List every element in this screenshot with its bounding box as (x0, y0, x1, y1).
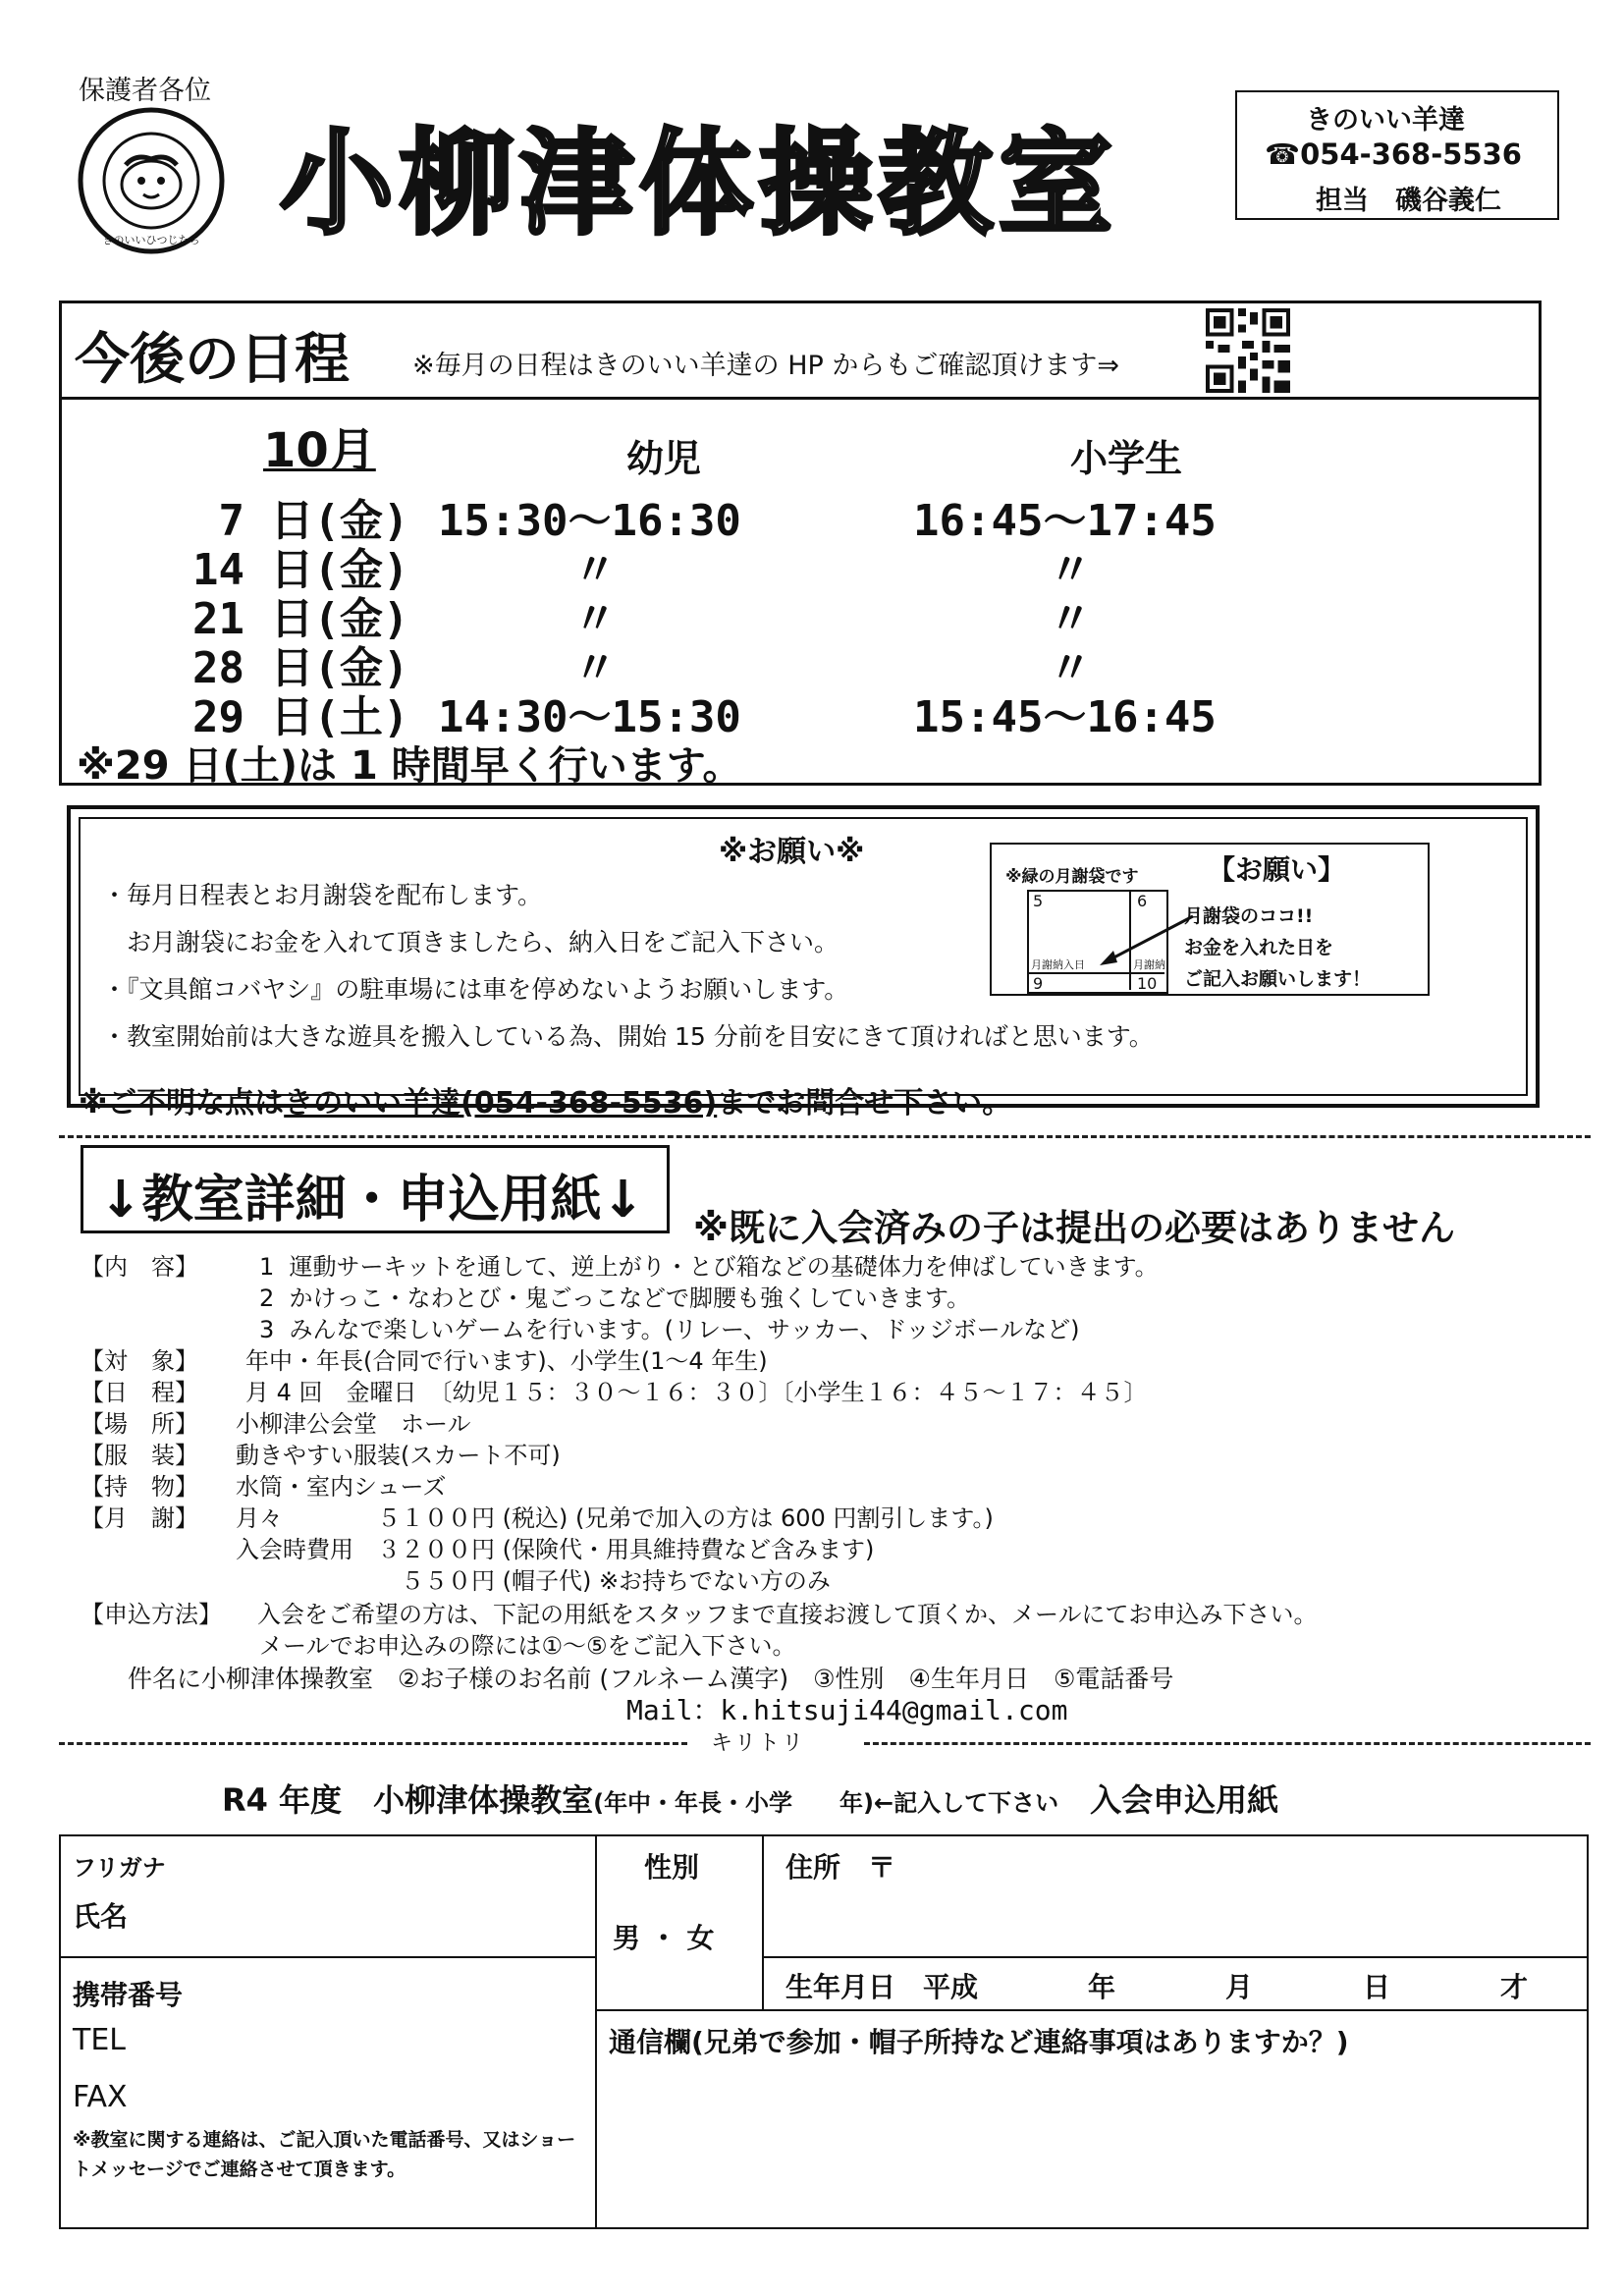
fax-label: FAX (73, 2080, 128, 2114)
details-text: 1 運動サーキットを通して、逆上がり・とび箱などの基礎体力を伸ばしていきます。 (236, 1253, 1159, 1281)
schedule-date: 7 日(金) (192, 496, 409, 546)
img-cell: 9 (1033, 974, 1044, 993)
details-text: 水筒・室内シューズ (236, 1473, 447, 1501)
request-heading: ※お願い※ (719, 835, 865, 869)
form-hline (595, 2009, 1589, 2011)
col-kids-header: 幼児 (626, 437, 702, 480)
img-cell: 5 (1033, 892, 1044, 910)
contact-phone: ☎054-368-5536 (1265, 137, 1522, 171)
schedule-month: 10月 (263, 423, 376, 478)
contact-box (1235, 90, 1559, 220)
qr-code-icon (1206, 308, 1290, 393)
separator (59, 1135, 1591, 1138)
img-label: 月謝納入日 (1031, 958, 1085, 971)
request-line: ・『文具館コバヤシ』の駐車場には車を停めないようお願いします。 (102, 975, 849, 1004)
schedule-heading: 今後の日程 (75, 328, 350, 392)
img-line: 月謝袋のココ!! (1184, 905, 1314, 927)
address-label: 住所 〒 (785, 1851, 896, 1884)
tel-field[interactable] (137, 2019, 589, 2058)
comm-field[interactable] (609, 2062, 1581, 2223)
details-label: 【持 物】 (81, 1473, 198, 1501)
form-title: 入会申込用紙 (1090, 1781, 1279, 1819)
details-label: 【内 容】 (81, 1253, 198, 1281)
mail-address[interactable]: Mail：k.hitsuji44@gmail.com (626, 1694, 1068, 1726)
mail-items: 件名に小柳津体操教室 ②お子様のお名前 (フルネーム漢字) ③性別 ④生年月日 ⑤電話番号 (128, 1665, 1174, 1693)
contact-note-suffix: までお問合せ下さい。 (717, 1086, 1012, 1121)
img-line: お金を入れた日を (1184, 937, 1334, 958)
schedule-elem: 16:45〜17:45 (913, 496, 1217, 546)
schedule-date: 29 日(土) (192, 692, 409, 742)
schedule-elem: 〃 (1049, 545, 1092, 595)
details-heading: ↓教室詳細・申込用紙↓ (99, 1171, 645, 1230)
details-text: 入会をご希望の方は、下記の用紙をスタッフまで直接お渡して頂くか、メールにてお申込み下さい。 (257, 1601, 1318, 1628)
schedule-kids: 〃 (573, 594, 617, 644)
request-line: ・毎月日程表とお月謝袋を配布します。 (102, 881, 543, 909)
cut-line-left (59, 1742, 687, 1745)
logo (77, 106, 226, 255)
schedule-divider (59, 397, 1542, 400)
form-name: 小柳津体操教室 (373, 1781, 594, 1819)
schedule-kids: 〃 (573, 643, 617, 693)
details-label: 【申込方法】 (81, 1601, 222, 1628)
schedule-kids: 〃 (573, 545, 617, 595)
schedule-note: ※毎月の日程はきのいい羊達の HP からもご確認頂けます⇒ (412, 351, 1119, 381)
details-heading-box (81, 1145, 670, 1233)
details-label: 【場 所】 (81, 1410, 198, 1438)
form-vline (595, 1834, 597, 2229)
schedule-date: 14 日(金) (192, 545, 409, 595)
img-caption: ※緑の月謝袋です (1005, 867, 1139, 887)
img-title: 【お願い】 (1208, 853, 1346, 886)
contact-note (79, 1078, 1011, 1121)
details-label: 【日 程】 (81, 1379, 198, 1406)
logo-text: きのいいひつじたち (102, 234, 200, 246)
details-text: 2 かけっこ・なわとび・鬼ごっこなどで脚腰も強くしていきます。 (236, 1285, 971, 1312)
tel-label: TEL (73, 2023, 126, 2057)
request-line: お月謝袋にお金を入れて頂きましたら、納入日をご記入下さい。 (102, 928, 839, 957)
name-label: 氏名 (73, 1900, 129, 1933)
img-label: 月謝納 (1133, 958, 1165, 971)
gender-options[interactable]: 男 ・ 女 (613, 1922, 715, 1954)
schedule-elem: 〃 (1049, 594, 1092, 644)
name-field[interactable] (177, 1844, 589, 1952)
contact-org: きのいい羊達 (1306, 105, 1465, 136)
form-year: R4 年度 (222, 1781, 343, 1819)
details-text: ５５０円 (帽子代) ※お持ちでない方のみ (236, 1567, 831, 1595)
details-text: 3 みんなで楽しいゲームを行います。(リレー、サッカー、ドッジボールなど) (236, 1316, 1080, 1343)
form-hline (762, 1956, 1589, 1958)
img-line: ご記入お願いします！ (1184, 968, 1372, 990)
birthdate-label: 生年月日 平成 年 月 日 才 (785, 1971, 1529, 2003)
details-text: 年中・年長(合同で行います)、小学生(1〜4 年生) (245, 1347, 768, 1375)
col-elem-header: 小学生 (1070, 437, 1183, 480)
form-write-hint: ←記入して下さい (874, 1789, 1059, 1817)
mobile-label: 携帯番号 (73, 1979, 184, 2011)
arrow-icon (1090, 911, 1198, 970)
comm-label: 通信欄(兄弟で参加・帽子所持など連絡事項はありますか？) (609, 2026, 1349, 2058)
envelope-illustration (990, 843, 1430, 996)
contact-note-link: きのいい羊達(054-368-5536) (284, 1086, 718, 1121)
cut-line-right (864, 1742, 1591, 1745)
request-line: ・教室開始前は大きな遊具を搬入している為、開始 15 分前を目安にきて頂ければと思います。 (102, 1022, 1154, 1051)
schedule-footnote: ※29 日(土)は 1 時間早く行います。 (77, 743, 742, 789)
img-cell: 10 (1137, 974, 1158, 993)
fax-field[interactable] (137, 2076, 589, 2115)
schedule-date: 28 日(金) (192, 643, 409, 693)
details-text: 動きやすい服装(スカート不可) (236, 1442, 561, 1469)
form-vline (762, 1834, 764, 2009)
details-notice: ※既に入会済みの子は提出の必要はありません (693, 1207, 1455, 1249)
schedule-elem: 〃 (1049, 643, 1092, 693)
phone-note: ※教室に関する連絡は、ご記入頂いた電話番号、又はショートメッセージでご連絡させて頂きます。 (73, 2129, 576, 2180)
schedule-kids: 14:30〜15:30 (438, 692, 741, 742)
details-text: 入会時費用 ３２００円 (保険代・用具維持費など含みます) (236, 1536, 875, 1563)
cut-line-label: キリトリ (711, 1731, 806, 1756)
schedule-date: 21 日(金) (192, 594, 409, 644)
img-cell: 6 (1137, 892, 1148, 910)
details-label: 【対 象】 (81, 1347, 198, 1375)
addressee: 保護者各位 (79, 76, 211, 106)
contact-person: 担当 磯谷義仁 (1316, 186, 1501, 216)
details-text: 小柳津公会堂 ホール (236, 1410, 471, 1438)
furigana-label: フリガナ (73, 1854, 166, 1882)
page-title: 小柳津体操教室 (280, 118, 1118, 250)
details-label: 【服 装】 (81, 1442, 198, 1469)
form-title-line (222, 1776, 1278, 1821)
form-hline (59, 1956, 595, 1958)
address-field[interactable] (913, 1840, 1581, 1950)
schedule-elem: 15:45〜16:45 (913, 692, 1217, 742)
details-text: 月々 ５１００円 (税込) (兄弟で加入の方は 600 円割引します。) (236, 1504, 994, 1532)
details-text: 月 4 回 金曜日 〔幼児１５：３０〜１６：３０〕〔小学生１６：４５〜１７：４５〕 (245, 1379, 1148, 1406)
details-text: メールでお申込みの際には①〜⑤をご記入下さい。 (236, 1632, 796, 1660)
form-grade-hint: (年中・年長・小学 年) (593, 1789, 875, 1817)
gender-label: 性別 (644, 1851, 700, 1884)
contact-note-prefix: ※ご不明な点は (79, 1086, 285, 1121)
details-label: 【月 謝】 (81, 1504, 198, 1532)
schedule-kids: 15:30〜16:30 (438, 496, 741, 546)
